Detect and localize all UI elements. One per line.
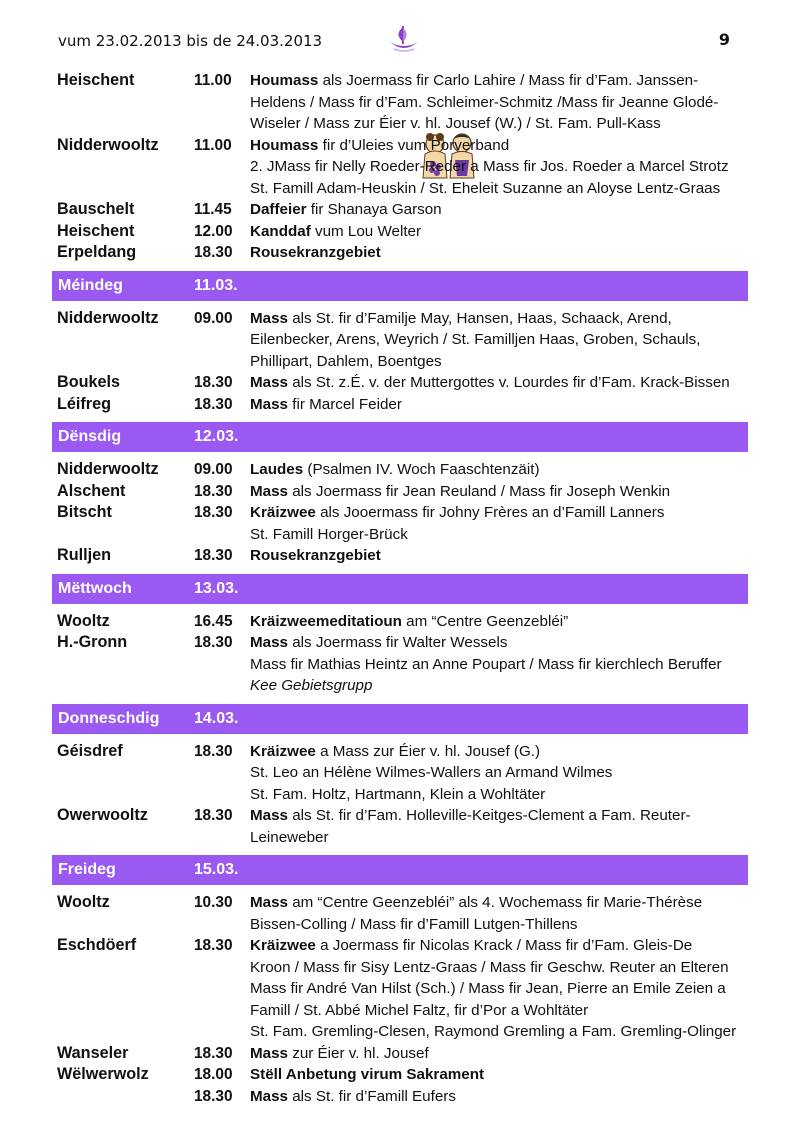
description-line	[250, 762, 742, 784]
description-line	[250, 394, 742, 416]
entry-time: 18.30	[194, 374, 233, 391]
schedule-entry	[52, 242, 748, 264]
entry-description	[250, 308, 748, 373]
schedule-entry	[52, 308, 748, 373]
intention-text: am “Centre Geenzebléi”	[401, 612, 569, 630]
entry-time: 10.30	[194, 894, 233, 911]
intention-text: als Jooermass fir Johny Frères an d’Famill Lanners	[315, 504, 665, 521]
entry-description	[250, 892, 748, 935]
service-type: Mass	[250, 807, 288, 824]
entry-time: 18.30	[194, 482, 233, 500]
entry-description	[250, 372, 748, 394]
entry-time: 09.00	[194, 309, 233, 327]
intention-text: als Joermass fir Walter Wessels	[288, 634, 508, 651]
intention-text: St. Famill Adam-Heuskin / St. Eheleit Suzanne an Aloyse Lentz-Graas	[250, 179, 721, 197]
description-line	[250, 242, 742, 264]
entry-place: Nidderwooltz	[57, 135, 159, 154]
entry-place: Heischent	[57, 221, 135, 240]
day-band	[52, 422, 748, 452]
day-band	[52, 271, 748, 301]
day-name: Donneschdig	[58, 709, 160, 727]
description-line	[250, 1000, 742, 1022]
entry-time: 18.30	[194, 547, 233, 564]
entry-place: Heischent	[57, 71, 135, 89]
schedule-entry	[52, 1064, 748, 1086]
description-line	[250, 1064, 742, 1086]
entry-description	[250, 394, 748, 416]
service-type: Mass	[250, 634, 288, 651]
entry-description	[250, 1086, 748, 1108]
intention-text: (Psalmen IV. Woch Faaschtenzäit)	[303, 461, 540, 478]
intention-text: a Mass zur Éier v. hl. Jousef (G.)	[315, 742, 541, 760]
description-line	[250, 805, 742, 827]
entry-description	[250, 1043, 748, 1065]
service-type: Mass	[250, 395, 288, 413]
page-header	[58, 30, 730, 60]
entry-time: 18.30	[194, 1044, 233, 1062]
entry-description	[250, 1064, 748, 1086]
intention-text: als St. fir d’Familje May, Hansen, Haas, Schaack, Arend,	[288, 309, 672, 327]
entry-description	[250, 135, 748, 200]
entry-time: 11.45	[194, 201, 232, 218]
entry-time: 16.45	[194, 612, 233, 630]
entry-place: Wooltz	[57, 611, 110, 630]
service-type: Mass	[250, 894, 288, 911]
day-band	[52, 855, 748, 885]
intention-text: Eilenbecker, Arens, Weyrich / St. Familljen Haas, Groben, Schauls,	[250, 331, 701, 348]
entry-time: 18.30	[194, 937, 233, 954]
entry-description	[250, 935, 748, 1043]
day-name: Freideg	[58, 861, 116, 878]
intention-text: St. Fam. Gremling-Clesen, Raymond Gremling a Fam. Gremling-Olinger	[250, 1023, 737, 1040]
service-type: Laudes	[250, 461, 304, 478]
description-line	[250, 135, 742, 157]
schedule-entry	[52, 135, 748, 200]
service-type: Kräizwee	[250, 504, 316, 521]
description-line	[250, 70, 742, 92]
service-type: Stëll Anbetung virum Sakrament	[250, 1066, 485, 1083]
day-band	[52, 704, 748, 734]
service-type: Kräizwee	[250, 937, 316, 954]
schedule-entry	[52, 805, 748, 848]
entry-place: Géisdref	[57, 741, 123, 760]
description-line	[250, 329, 742, 351]
description-line	[250, 351, 742, 373]
description-line	[250, 372, 742, 394]
description-line	[250, 308, 742, 330]
service-type: Mass	[250, 309, 288, 327]
description-line	[250, 675, 742, 697]
service-type: Mass	[250, 1087, 288, 1105]
entry-time: 18.00	[194, 1066, 233, 1083]
schedule-entry	[52, 1086, 748, 1108]
description-line	[250, 892, 742, 914]
description-line	[250, 92, 742, 114]
entry-place: Bitscht	[57, 503, 112, 521]
intention-text: Phillipart, Dahlem, Boentges	[250, 352, 442, 370]
entry-place: Boukels	[57, 373, 120, 391]
schedule-entry	[52, 935, 748, 1043]
day-date: 15.03.	[194, 861, 239, 878]
intention-text: fir Marcel Feider	[288, 395, 402, 413]
entry-description	[250, 545, 748, 567]
intention-text: a Joermass fir Nicolas Krack / Mass fir d’Fam. Gleis-De	[315, 937, 693, 954]
entry-place: Wooltz	[57, 893, 110, 911]
intention-text: St. Leo an Hélène Wilmes-Wallers an Armand Wilmes	[250, 764, 613, 781]
intention-text: Bissen-Colling / Mass fir d’Famill Lutgen-Thillens	[250, 915, 578, 933]
description-line	[250, 178, 742, 200]
entry-description	[250, 502, 748, 545]
entry-time: 12.00	[194, 222, 233, 240]
day-date: 14.03.	[194, 709, 239, 727]
entry-place: Bauschelt	[57, 200, 135, 218]
intention-text: Mass fir André Van Hilst (Sch.) / Mass fir Jean, Pierre an Emile Zeien a	[250, 980, 726, 997]
service-type: Houmass	[250, 72, 319, 89]
day-date: 12.03.	[194, 428, 239, 445]
service-type: Kräizweemeditatioun	[250, 612, 402, 630]
description-line	[250, 957, 742, 979]
schedule-entry	[52, 221, 748, 243]
schedule-entry	[52, 1043, 748, 1065]
entry-time: 18.30	[194, 395, 233, 413]
entry-place: Nidderwooltz	[57, 308, 159, 327]
schedule-entry	[52, 611, 748, 633]
description-line	[250, 741, 742, 763]
description-line	[250, 1043, 742, 1065]
entry-place: Nidderwooltz	[57, 460, 159, 478]
description-line	[250, 978, 742, 1000]
day-name: Méindeg	[58, 276, 123, 294]
entry-description	[250, 221, 748, 243]
description-line	[250, 784, 742, 806]
entry-description	[250, 242, 748, 264]
entry-place: Owerwooltz	[57, 806, 148, 824]
intention-text: am “Centre Geenzebléi” als 4. Wochemass fir Marie-Thérèse	[288, 894, 703, 911]
service-type: Kräizwee	[250, 742, 316, 760]
entry-time: 18.30	[194, 742, 233, 760]
entry-description	[250, 481, 748, 503]
service-type: Houmass	[250, 136, 319, 154]
entry-description	[250, 70, 748, 135]
entry-time: 11.00	[194, 72, 232, 89]
entry-description	[250, 459, 748, 481]
intention-text: St. Famill Horger-Brück	[250, 525, 408, 543]
intention-text: Leineweber	[250, 828, 329, 846]
entry-time: 09.00	[194, 461, 233, 478]
intention-text: als St. z.É. v. der Muttergottes v. Lourdes fir d’Fam. Krack-Bissen	[288, 374, 730, 391]
intention-text: Kroon / Mass fir Sisy Lentz-Graas / Mass fir Geschw. Reuter an Elteren	[250, 958, 729, 976]
day-date: 11.03.	[194, 276, 238, 294]
schedule-entry	[52, 892, 748, 935]
description-line	[250, 221, 742, 243]
intention-text: vum Lou Welter	[310, 222, 422, 240]
service-type: Rousekranzgebiet	[250, 547, 381, 564]
description-line	[250, 1021, 742, 1043]
service-type: Mass	[250, 482, 288, 500]
intention-text: St. Fam. Holtz, Hartmann, Klein a Wohltäter	[250, 785, 546, 803]
intention-text: als Joermass fir Carlo Lahire / Mass fir d’Fam. Janssen-	[318, 72, 699, 89]
schedule-entry	[52, 372, 748, 394]
description-line	[250, 1086, 742, 1108]
description-line	[250, 113, 742, 135]
intention-text: als St. fir d’Fam. Holleville-Keitges-Clement a Fam. Reuter-	[288, 807, 691, 824]
entry-time: 18.30	[194, 244, 233, 261]
page-number: 9	[718, 30, 730, 49]
description-line	[250, 545, 742, 567]
intention-text: als St. fir d’Famill Eufers	[288, 1087, 456, 1105]
description-line	[250, 611, 742, 633]
entry-place: H.-Gronn	[57, 633, 128, 651]
entry-description	[250, 611, 748, 633]
entry-place: Léifreg	[57, 394, 111, 413]
entry-time: 11.00	[194, 136, 232, 154]
description-line	[250, 502, 742, 524]
service-type: Mass	[250, 374, 288, 391]
entry-description	[250, 805, 748, 848]
schedule-entry	[52, 632, 748, 697]
day-name: Dënsdig	[58, 428, 122, 445]
entry-time: 18.30	[194, 504, 233, 521]
intention-text: Famill / St. Abbé Michel Faltz, fir d’Por a Wohltäter	[250, 1001, 589, 1019]
schedule-list	[52, 70, 748, 1107]
entry-place: Rulljen	[57, 546, 111, 564]
entry-time: 18.30	[194, 1087, 233, 1105]
entry-time: 18.30	[194, 807, 233, 824]
description-line	[250, 935, 742, 957]
intention-text: als Joermass fir Jean Reuland / Mass fir Joseph Wenkin	[288, 482, 671, 500]
entry-place: Erpeldang	[57, 243, 137, 261]
schedule-entry	[52, 545, 748, 567]
entry-time: 18.30	[194, 634, 233, 651]
entry-place: Alschent	[57, 481, 126, 500]
description-line	[250, 524, 742, 546]
service-type: Mass	[250, 1044, 288, 1062]
description-line	[250, 914, 742, 936]
intention-text: zur Éier v. hl. Jousef	[288, 1044, 429, 1062]
schedule-entry	[52, 741, 748, 806]
parish-boat-logo-icon	[386, 24, 422, 54]
schedule-entry	[52, 481, 748, 503]
day-date: 13.03.	[194, 579, 239, 597]
entry-description	[250, 632, 748, 697]
service-type: Daffeier	[250, 201, 307, 218]
description-line	[250, 632, 742, 654]
description-line	[250, 199, 742, 221]
description-line	[250, 459, 742, 481]
description-line	[250, 481, 742, 503]
note-text: Kee Gebietsgrupp	[250, 677, 373, 694]
entry-description	[250, 741, 748, 806]
schedule-entry	[52, 199, 748, 221]
entry-place: Eschdöerf	[57, 936, 137, 954]
service-type: Kanddaf	[250, 222, 311, 240]
intention-text: 2. JMass fir Nelly Roeder-Reder a Mass fir Jos. Roeder a Marcel Strotz	[250, 158, 729, 175]
schedule-entry	[52, 502, 748, 545]
intention-text: Mass fir Mathias Heintz an Anne Poupart / Mass fir kierchlech Beruffer	[250, 655, 722, 673]
intention-text: fir d’Uleies vum Porverband	[318, 136, 510, 154]
schedule-entry	[52, 70, 748, 135]
day-band	[52, 574, 748, 604]
entry-description	[250, 199, 748, 221]
description-line	[250, 827, 742, 849]
entry-place: Wëlwerwolz	[57, 1065, 149, 1083]
entry-place: Wanseler	[57, 1043, 129, 1062]
intention-text: Heldens / Mass fir d’Fam. Schleimer-Schmitz /Mass fir Jeanne Glodé-	[250, 93, 719, 111]
schedule-entry	[52, 394, 748, 416]
schedule-entry	[52, 459, 748, 481]
intention-text: Wiseler / Mass zur Éier v. hl. Jousef (W.) / St. Fam. Pull-Kass	[250, 115, 661, 132]
description-line	[250, 156, 742, 178]
intention-text: fir Shanaya Garson	[306, 201, 442, 218]
date-range: vum 23.02.2013 bis de 24.03.2013	[58, 32, 323, 50]
service-type: Rousekranzgebiet	[250, 244, 381, 261]
day-name: Mëttwoch	[58, 579, 132, 597]
description-line	[250, 654, 742, 676]
